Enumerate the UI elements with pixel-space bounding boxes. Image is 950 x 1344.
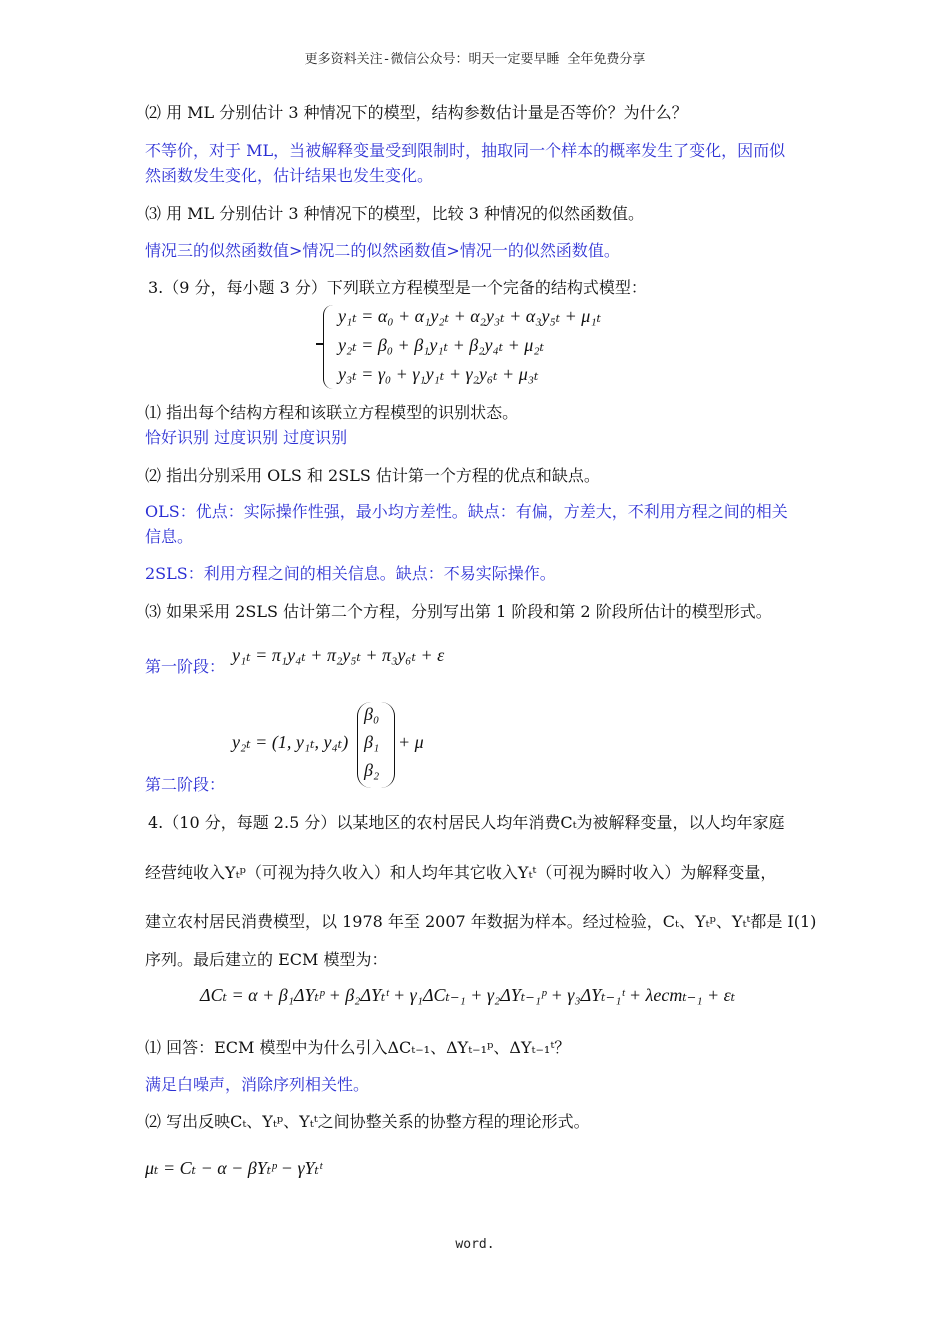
q4-sub1-answer: 满足白噪声，消除序列相关性。: [145, 1075, 370, 1094]
structural-equation-2: y₂ₜ = β₀ + β₁y₁ₜ + β₂y₄ₜ + μ₂ₜ: [338, 335, 545, 355]
q4-line3: 建立农村居民消费模型，以 1978 年至 2007 年数据为样本。经过检验，Cₜ、Yₜᵖ、Yₜᵗ都是 I(1): [145, 912, 817, 931]
stage1-label: 第一阶段：: [145, 657, 226, 676]
q4-sub1-question: ⑴ 回答：ECM 模型中为什么引入ΔCₜ₋₁、ΔYₜ₋₁ᵖ、ΔYₜ₋₁ᵗ？: [145, 1038, 571, 1057]
q3-sub2-question: ⑵ 指出分别采用 OLS 和 2SLS 估计第一个方程的优点和缺点。: [145, 466, 600, 485]
stage2-rhs: + μ: [398, 732, 424, 752]
structural-equation-3: y₃ₜ = γ₀ + γ₁y₁ₜ + γ₂y₆ₜ + μ₃ₜ: [338, 364, 539, 384]
stage2-lhs: y₂ₜ = (1, y₁ₜ, y₄ₜ): [232, 732, 349, 752]
vector-beta1: β₁: [364, 732, 380, 752]
q4-sub2-question: ⑵ 写出反映Cₜ、Yₜᵖ、Yₜᵗ之间协整关系的协整方程的理论形式。: [145, 1112, 590, 1131]
structural-equation-1: y₁ₜ = α₀ + α₁y₂ₜ + α₂y₃ₜ + α₃y₅ₜ + μ₁ₜ: [338, 306, 602, 326]
q4-line1: 4.（10 分，每题 2.5 分）以某地区的农村居民人均年消费Cₜ为被解释变量，以人均年家庭: [148, 813, 785, 832]
page-footer: word.: [455, 1237, 495, 1252]
q2-sub3-answer: 情况三的似然函数值>情况二的似然函数值>情况一的似然函数值。: [145, 241, 620, 260]
page-header: 更多资料关注-微信公众号：明天一定要早睡 全年免费分享: [304, 52, 646, 67]
q3-2sls-answer: 2SLS：利用方程之间的相关信息。缺点：不易实际操作。: [145, 564, 556, 583]
q4-line2: 经营纯收入Yₜᵖ（可视为持久收入）和人均年其它收入Yₜᵗ（可视为瞬时收入）为解释变量，: [145, 863, 777, 882]
q3-ols-line2: 信息。: [145, 527, 194, 546]
q3-sub1-answer: 恰好识别 过度识别 过度识别: [145, 428, 348, 447]
q2-sub2-question: ⑵ 用 ML 分别估计 3 种情况下的模型，结构参数估计量是否等价？为什么？: [145, 103, 688, 122]
q4-line4: 序列。最后建立的 ECM 模型为：: [145, 950, 388, 969]
equation-system-brace-tip: [316, 343, 324, 345]
q3-title: 3.（9 分，每小题 3 分）下列联立方程模型是一个完备的结构式模型：: [148, 278, 647, 297]
vector-beta0: β₀: [364, 704, 380, 724]
ecm-equation: ΔCₜ = α + β₁ΔYₜᵖ + β₂ΔYₜᵗ + γ₁ΔCₜ₋₁ + γ₂ΔYₜ₋₁ᵖ + γ₃ΔYₜ₋₁ᵗ + λecmₜ₋₁ + εₜ: [200, 985, 736, 1005]
q2-sub3-question: ⑶ 用 ML 分别估计 3 种情况下的模型，比较 3 种情况的似然函数值。: [145, 204, 644, 223]
q3-sub1-question: ⑴ 指出每个结构方程和该联立方程模型的识别状态。: [145, 403, 519, 422]
q3-ols-line1: OLS：优点：实际操作性强，最小均方差性。缺点：有偏，方差大，不利用方程之间的相关: [145, 502, 788, 521]
q2-sub2-answer-line2: 然函数发生变化，估计结果也发生变化。: [145, 166, 434, 185]
stage1-equation: y₁ₜ = π₁y₄ₜ + π₂y₅ₜ + π₃y₆ₜ + ε: [232, 645, 445, 665]
equation-system-brace: [323, 305, 334, 389]
cointegration-equation: μₜ = Cₜ − α − βYₜᵖ − γYₜᵗ: [145, 1158, 323, 1178]
q3-sub3-question: ⑶ 如果采用 2SLS 估计第二个方程，分别写出第 1 阶段和第 2 阶段所估计的模型形式。: [145, 602, 772, 621]
stage2-label: 第二阶段：: [145, 775, 226, 794]
vector-beta2: β₂: [364, 760, 380, 780]
q2-sub2-answer-line1: 不等价，对于 ML，当被解释变量受到限制时，抽取同一个样本的概率发生了变化，因而似: [145, 141, 786, 160]
